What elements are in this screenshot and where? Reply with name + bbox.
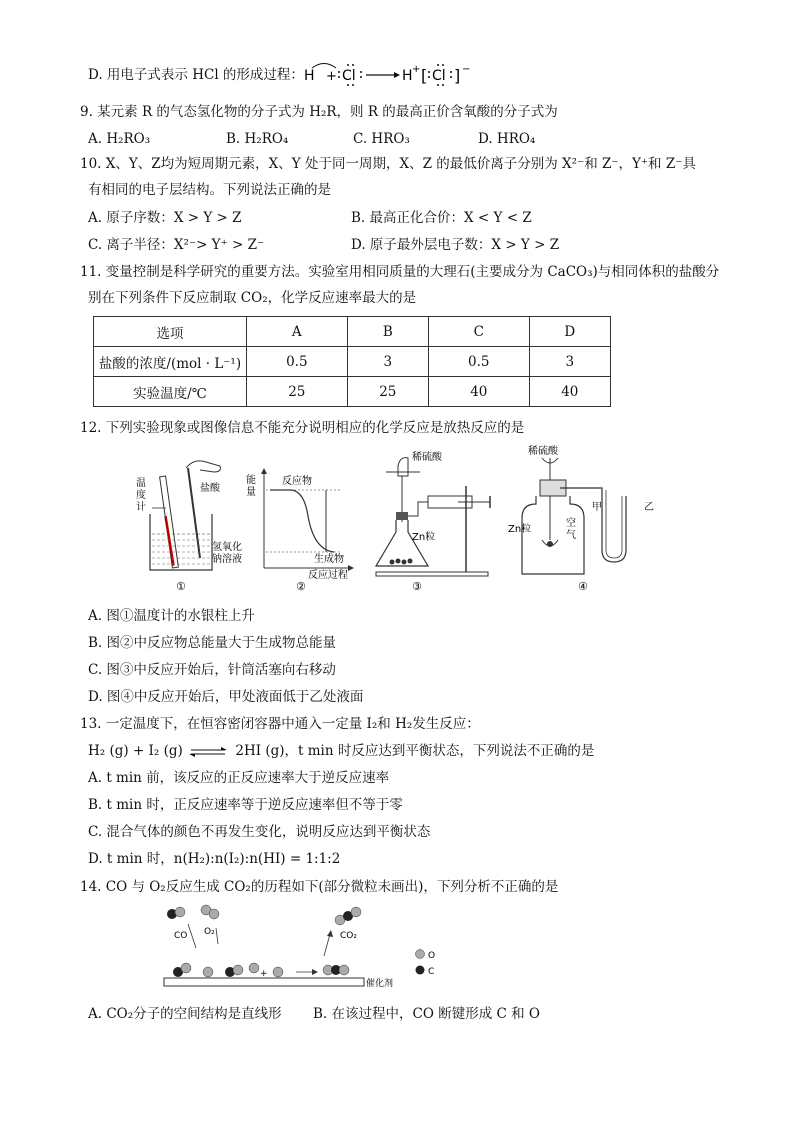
delivery-tube-icon — [408, 502, 428, 516]
liquid-icon — [152, 540, 210, 564]
legend-c-icon — [416, 966, 425, 975]
fig4-jia-label: 甲 — [592, 502, 602, 513]
stand-base-icon — [376, 572, 488, 576]
table-cell: 0.5 — [247, 347, 348, 377]
q11-stem-line1: 11. 变量控制是科学研究的重要方法。实验室用相同质量的大理石(主要成分为 CaCO₃)与相同体积的盐酸分 — [80, 264, 720, 280]
fig4-air-label: 空 — [566, 518, 576, 529]
hcl-cl-charge: − — [462, 64, 471, 75]
q9-option-d: D. HRO₄ — [478, 131, 536, 147]
zinc-granules-icon — [390, 559, 413, 565]
q9-stem: 9. 某元素 R 的气态氢化物的分子式为 H₂R，则 R 的最高正价含氧酸的分子式为 — [80, 104, 558, 120]
table-row — [94, 377, 611, 407]
equilibrium-arrow-icon — [189, 746, 229, 758]
co2-label: CO₂ — [340, 931, 357, 941]
q8-option-d-text: D. 用电子式表示 HCl 的形成过程： — [88, 67, 304, 83]
q14-catalyst-diagram — [160, 904, 460, 996]
q9-option-c: C. HRO₃ — [353, 131, 410, 147]
q11-table — [93, 316, 611, 407]
q8-option-d — [88, 66, 304, 84]
q9-option-a: A. H₂RO₃ — [88, 131, 151, 147]
q12-figure-1 — [128, 446, 246, 596]
hcl-plus: + — [326, 69, 337, 84]
q14-option-a: A. CO₂分子的空间结构是直线形 — [88, 1006, 282, 1022]
q10-stem-line1: 10. X、Y、Z均为短周期元素，X、Y 处于同一周期，X、Z 的最低价离子分别为 X²⁻和 Z⁻，Y⁺和 Z⁻具 — [80, 156, 696, 172]
table-cell: 40 — [428, 377, 529, 407]
catalyst-label: 催化剂 — [366, 979, 394, 989]
hcl-h-ion: H — [402, 68, 413, 84]
q13-stem: 13. 一定温度下，在恒容密闭容器中通入一定量 I₂和 H₂发生反应： — [80, 716, 480, 732]
hcl-h-charge: + — [412, 64, 421, 75]
table-cell: 盐酸的浓度/(mol · L⁻¹) — [94, 347, 247, 377]
q13-option-a: A. t min 前，该反应的正反应速率大于逆反应速率 — [88, 770, 390, 786]
legend-c-label: C — [428, 967, 435, 977]
q12-figure-4 — [502, 440, 668, 596]
q13-equation-left: H₂ (g) + I₂ (g) — [88, 743, 183, 759]
q10-option-b: B. 最高正化合价：X < Y < Z — [351, 210, 532, 226]
fig2-product-label: 生成物 — [314, 554, 344, 565]
desorb-arrowhead-icon — [327, 930, 333, 937]
arrowhead-icon — [394, 72, 400, 78]
q12-figure-3 — [362, 446, 502, 596]
q9-option-b: B. H₂RO₄ — [226, 131, 289, 147]
table-header-cell: B — [347, 317, 428, 347]
table-cell: 0.5 — [428, 347, 529, 377]
q12-option-c: C. 图③中反应开始后，针筒活塞向右移动 — [88, 662, 336, 678]
y-arrowhead-icon — [261, 468, 267, 474]
table-row — [94, 347, 611, 377]
q13-equation-right: 2HI (g)，t min 时反应达到平衡状态，下列说法不正确的是 — [235, 743, 595, 759]
hcl-formation-diagram — [302, 60, 482, 90]
o2-label: O₂ — [204, 927, 215, 937]
fig2-reactant-label: 反应物 — [282, 476, 312, 487]
q13-option-b: B. t min 时，正反应速率等于逆反应速率但不等于零 — [88, 797, 403, 813]
electron-arrow-icon — [312, 64, 336, 69]
q12-stem: 12. 下列实验现象或图像信息不能充分说明相应的化学反应是放热反应的是 — [80, 420, 525, 436]
legend-o-label: O — [428, 951, 436, 961]
fig3-number: ③ — [412, 580, 422, 593]
hand-icon — [186, 461, 220, 472]
table-cell: 3 — [347, 347, 428, 377]
legend-o-icon — [416, 950, 425, 959]
beaker-icon — [150, 514, 212, 570]
zinc-granule-icon — [547, 541, 553, 547]
q12-figure-2 — [246, 446, 362, 596]
co-molecule-icon — [167, 907, 185, 919]
flask-icon — [376, 520, 428, 566]
arrowhead-icon — [312, 969, 318, 975]
funnel-icon — [398, 458, 408, 476]
fig2-y-axis-label: 能 — [246, 475, 256, 486]
x-arrowhead-icon — [348, 565, 354, 571]
table-cell: 25 — [247, 377, 348, 407]
svg-text:量: 量 — [246, 487, 256, 498]
fig2-number: ② — [296, 580, 306, 593]
adsorb-arrow-icon — [188, 924, 196, 948]
fig1-thermometer-label: 温 — [136, 478, 146, 489]
o2-molecule-icon — [201, 905, 219, 919]
q12-option-a: A. 图①温度计的水银柱上升 — [88, 608, 255, 624]
q13-equation — [88, 742, 594, 760]
q12-option-b: B. 图②中反应物总能量大于生成物总能量 — [88, 635, 337, 651]
q10-option-a: A. 原子序数：X > Y > Z — [88, 210, 242, 226]
table-cell: 3 — [529, 347, 610, 377]
fig1-solution-label: 氢氧化 — [212, 542, 242, 553]
thermometer-icon — [160, 476, 179, 568]
hcl-cl-ion: Cl — [432, 68, 446, 84]
bracket-left-icon: [ — [421, 66, 428, 85]
fig4-zn-label: Zn粒 — [508, 524, 532, 535]
co2-molecule-icon — [335, 907, 361, 925]
table-header-row — [94, 317, 611, 347]
fig4-acid-label: 稀硫酸 — [528, 446, 558, 457]
plus-sign: + — [260, 969, 268, 979]
energy-curve-icon — [270, 490, 334, 552]
fig3-zn-label: Zn粒 — [412, 532, 436, 543]
q13-option-c: C. 混合气体的颜色不再发生变化，说明反应达到平衡状态 — [88, 824, 431, 840]
co2-forming-icon — [323, 965, 349, 975]
q11-stem-line2: 别在下列条件下反应制取 CO₂，化学反应速率最大的是 — [88, 290, 417, 306]
catalyst-surface-icon — [164, 978, 364, 986]
table-cell: 25 — [347, 377, 428, 407]
table-header-cell: C — [428, 317, 529, 347]
svg-text:度: 度 — [136, 490, 146, 501]
fig1-acid-label: 盐酸 — [200, 483, 220, 494]
q10-stem-line2: 有相同的电子层结构。下列说法正确的是 — [88, 182, 331, 198]
dropper-icon — [188, 468, 200, 558]
adsorb-arrow-2-icon — [216, 928, 218, 944]
table-cell: 40 — [529, 377, 610, 407]
hcl-cl-atom: Cl — [342, 68, 356, 84]
fig4-yi-label: 乙 — [644, 502, 654, 513]
desorb-arrow-icon — [324, 934, 330, 956]
q10-option-d: D. 原子最外层电子数：X > Y > Z — [351, 237, 560, 253]
table-header-cell: 选项 — [94, 317, 247, 347]
q14-option-b: B. 在该过程中，CO 断键形成 C 和 O — [313, 1006, 540, 1022]
q14-stem: 14. CO 与 O₂反应生成 CO₂的历程如下(部分微粒未画出)，下列分析不正确的是 — [80, 879, 559, 895]
co-label: CO — [174, 931, 188, 941]
table-header-cell: A — [247, 317, 348, 347]
fig4-number: ④ — [578, 580, 588, 593]
svg-text:钠溶液: 钠溶液 — [212, 554, 242, 565]
q13-option-d: D. t min 时，n(H₂):n(I₂):n(HI) = 1:1:2 — [88, 851, 341, 867]
bracket-right-icon: ] — [454, 66, 461, 85]
u-tube-inner-icon — [606, 490, 622, 558]
hcl-h-atom: H — [304, 68, 315, 84]
svg-text:计: 计 — [136, 502, 146, 513]
q10-option-c: C. 离子半径：X²⁻> Y⁺ > Z⁻ — [88, 237, 265, 253]
table-header-cell: D — [529, 317, 610, 347]
fig3-acid-label: 稀硫酸 — [412, 452, 442, 463]
svg-text:气: 气 — [566, 530, 576, 541]
table-cell: 实验温度/℃ — [94, 377, 247, 407]
q12-option-d: D. 图④中反应开始后，甲处液面低于乙处液面 — [88, 689, 364, 705]
fig1-number: ① — [176, 580, 186, 593]
stopper-icon — [396, 512, 408, 520]
fig2-x-axis-label: 反应过程 — [308, 570, 348, 581]
